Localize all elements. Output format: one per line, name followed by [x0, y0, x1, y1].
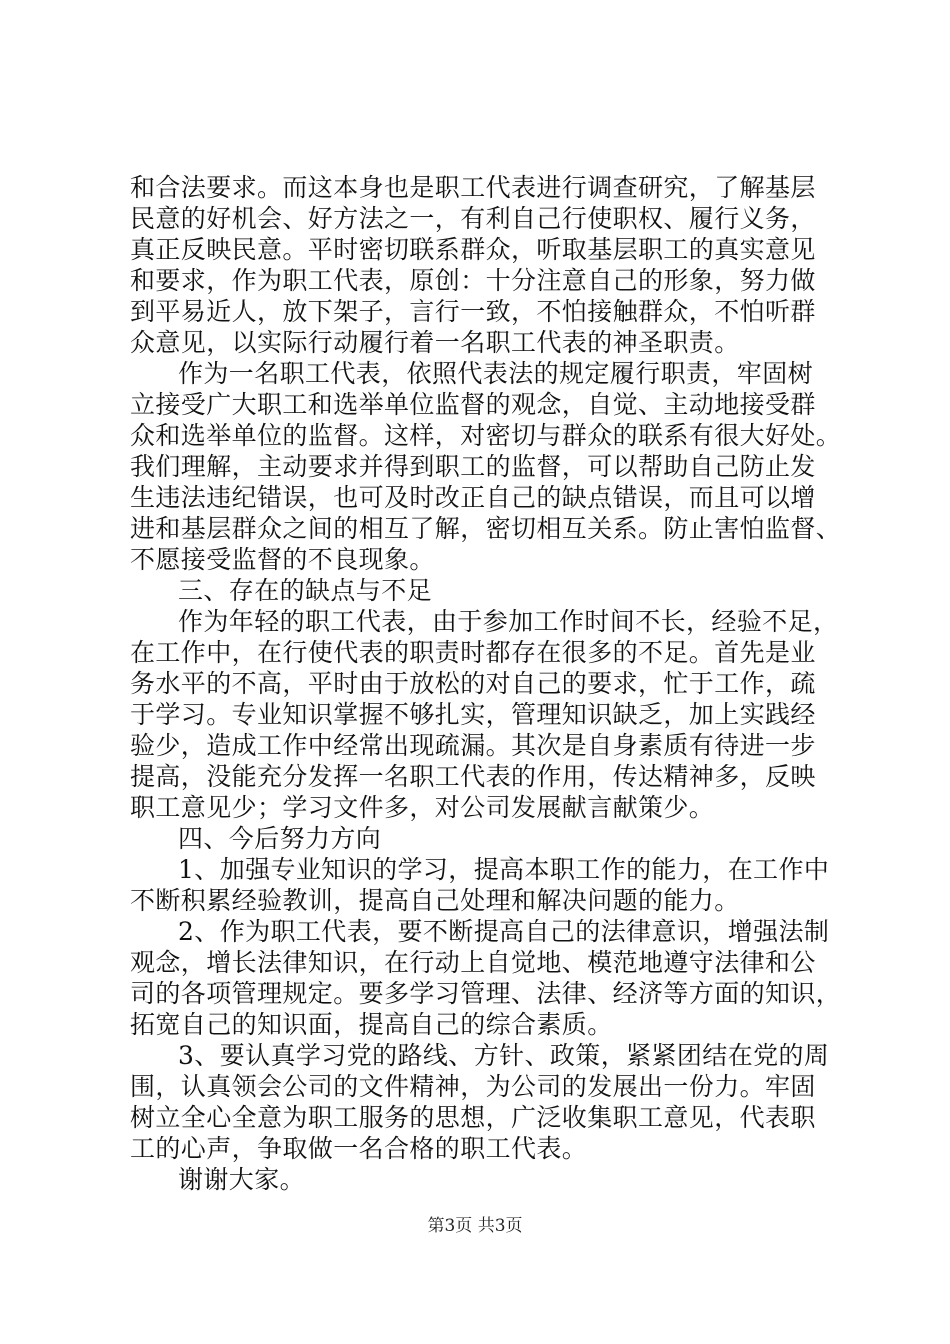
page-number-label: 第3页 共3页 — [427, 1216, 523, 1236]
body-line: 树立全心全意为职工服务的思想，广泛收集职工意见，代表职 — [130, 1103, 816, 1132]
body-line: 验少，造成工作中经常出现疏漏。其次是自身素质有待进一步 — [130, 731, 816, 760]
body-line: 众意见，以实际行动履行着一名职工代表的神圣职责。 — [130, 328, 740, 357]
body-line: 立接受广大职工和选举单位监督的观念，自觉、主动地接受群 — [130, 390, 816, 419]
body-line: 生违法违纪错误，也可及时改正自己的缺点错误，而且可以增 — [130, 483, 816, 512]
body-line: 工的心声，争取做一名合格的职工代表。 — [130, 1134, 588, 1163]
body-line: 务水平的不高，平时由于放松的对自己的要求，忙于工作，疏 — [130, 669, 816, 698]
body-line: 职工意见少；学习文件多，对公司发展献言献策少。 — [130, 793, 715, 822]
body-line: 在工作中，在行使代表的职责时都存在很多的不足。首先是业 — [130, 638, 816, 667]
paragraph-start-line: 作为一名职工代表，依照代表法的规定履行职责，牢固树 — [178, 359, 814, 388]
list-item-start-line: 2、作为职工代表，要不断提高自己的法律意识，增强法制 — [178, 917, 830, 946]
list-item-start-line: 3、要认真学习党的路线、方针、政策，紧紧团结在党的周 — [178, 1041, 830, 1070]
body-line: 进和基层群众之间的相互了解，密切相互关系。防止害怕监督、 — [130, 514, 842, 543]
body-line: 我们理解，主动要求并得到职工的监督，可以帮助自己防止发 — [130, 452, 816, 481]
body-line: 司的各项管理规定。要多学习管理、法律、经济等方面的知识， — [130, 979, 842, 1008]
document-body — [130, 172, 842, 1195]
paragraph-start-line: 作为年轻的职工代表，由于参加工作时间不长，经验不足， — [178, 607, 839, 636]
body-line: 众和选举单位的监督。这样，对密切与群众的联系有很大好处。 — [130, 421, 842, 450]
closing-line: 谢谢大家。 — [178, 1165, 306, 1194]
body-line: 不愿接受监督的不良现象。 — [130, 545, 435, 574]
body-line: 拓宽自己的知识面，提高自己的综合素质。 — [130, 1010, 613, 1039]
body-line: 于学习。专业知识掌握不够扎实，管理知识缺乏，加上实践经 — [130, 700, 816, 729]
section-heading: 四、今后努力方向 — [178, 824, 382, 853]
body-line: 提高，没能充分发挥一名职工代表的作用，传达精神多，反映 — [130, 762, 816, 791]
body-line: 不断积累经验教训，提高自己处理和解决问题的能力。 — [130, 886, 740, 915]
body-line: 和要求，作为职工代表，原创：十分注意自己的形象，努力做 — [130, 266, 816, 295]
section-heading: 三、存在的缺点与不足 — [178, 576, 433, 605]
body-line: 民意的好机会、好方法之一，有利自己行使职权、履行义务， — [130, 204, 816, 233]
body-line: 真正反映民意。平时密切联系群众，听取基层职工的真实意见 — [130, 235, 816, 264]
body-line: 围，认真领会公司的文件精神，为公司的发展出一份力。牢固 — [130, 1072, 816, 1101]
page-footer — [0, 1215, 950, 1237]
body-line: 观念，增长法律知识，在行动上自觉地、模范地遵守法律和公 — [130, 948, 816, 977]
body-line: 到平易近人，放下架子，言行一致，不怕接触群众，不怕听群 — [130, 297, 816, 326]
body-line: 和合法要求。而这本身也是职工代表进行调查研究，了解基层 — [130, 173, 816, 202]
list-item-start-line: 1、加强专业知识的学习，提高本职工作的能力，在工作中 — [178, 855, 830, 884]
